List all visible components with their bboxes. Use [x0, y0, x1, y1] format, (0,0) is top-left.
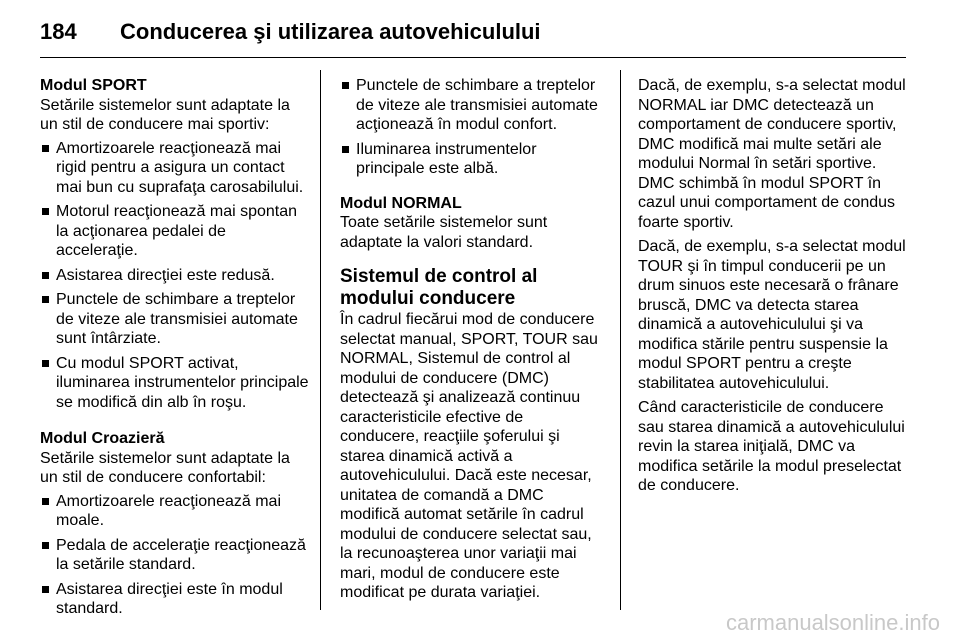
- list-item: Pedala de acceleraţie reacţionează la setările standard.: [40, 536, 312, 575]
- list-item: Amortizoarele reacţionează mai rigid pentru a asigura un contact mai bun cu suprafaţa carosabilului.: [40, 139, 312, 198]
- column-divider-1: [320, 70, 321, 610]
- normal-mode-title: Modul NORMAL: [340, 194, 462, 212]
- sport-mode-title: Modul SPORT: [40, 77, 147, 94]
- dmc-section-heading: Sistemul de control al modului conducere: [340, 266, 538, 309]
- list-item: Cu modul SPORT activat, iluminarea instrumentelor principale se modifică din alb în roşu.: [40, 354, 312, 413]
- column-1: [40, 76, 312, 624]
- tour-mode-list: [40, 492, 312, 619]
- list-item: Iluminarea instrumentelor principale este albă.: [340, 140, 606, 179]
- header-rule: [40, 57, 906, 58]
- sport-mode-intro: Setările sistemelor sunt adaptate la un stil de conducere mai sportiv:: [40, 96, 290, 133]
- list-item: Motorul reacţionează mai spontan la acţionarea pedalei de acceleraţie.: [40, 202, 312, 261]
- list-item: Amortizoarele reacţionează mai moale.: [40, 492, 312, 531]
- list-item: Punctele de schimbare a treptelor de viteze ale transmisiei automate sunt întârziate.: [40, 290, 312, 349]
- tour-mode-title: Modul Croazieră: [40, 430, 165, 447]
- chapter-title: Conducerea şi utilizarea autovehiculului: [120, 19, 541, 44]
- paragraph: Dacă, de exemplu, s-a selectat modul TOUR şi în timpul conducerii pe un drum sinuos este necesară o frânare bruscă, DMC va detecta starea dinamică a autovehiculului şi va modifica stările pentru suspensie la modul SPORT pentru a creşte stabilitatea autovehiculului.: [638, 238, 906, 392]
- paragraph: Când caracteristicile de conducere sau starea dinamică a autovehiculului revin la starea iniţială, DMC va modifica setările la modul preselectat de conducere.: [638, 399, 905, 494]
- tour-mode-list-continued: [340, 76, 606, 179]
- list-item: Asistarea direcţiei este redusă.: [40, 266, 312, 286]
- tour-mode-intro: Setările sistemelor sunt adaptate la un stil de conducere confortabil:: [40, 449, 290, 486]
- column-3: [638, 76, 908, 501]
- dmc-section-text: În cadrul fiecărui mod de conducere selectat manual, SPORT, TOUR sau NORMAL, Sistemul de control al modului de conducere (DMC) detectează şi analizează continuu caracteristicile efective de conducere, reacţiile şoferului şi starea dinamică activă a autovehiculului. Dacă este necesar, unitatea de comandă a DMC modifică automat setările în cadrul modului de conducere selectat sau, la recunoaşterea unor variaţii mai mari, modul de conducere este modificat pe durata variaţiei.: [340, 311, 598, 601]
- sport-mode-list: [40, 139, 312, 413]
- paragraph: Dacă, de exemplu, s-a selectat modul NORMAL iar DMC detectează un comportament de conducere sportiv, DMC modifică mai multe setări ale modului Normal în setări sportive. DMC schimbă în modul SPORT în cazul unui comportament de condus foarte sportiv.: [638, 77, 906, 231]
- page-header: [40, 10, 920, 54]
- column-divider-2: [620, 70, 621, 610]
- list-item: Asistarea direcţiei este în modul standard.: [40, 580, 312, 619]
- watermark: carmanualsonline.info: [725, 610, 940, 635]
- list-item: Punctele de schimbare a treptelor de viteze ale transmisiei automate acţionează în modul confort.: [340, 76, 606, 135]
- page-number: 184: [40, 19, 77, 44]
- column-2: [340, 76, 606, 603]
- normal-mode-text: Toate setările sistemelor sunt adaptate la valori standard.: [340, 214, 548, 251]
